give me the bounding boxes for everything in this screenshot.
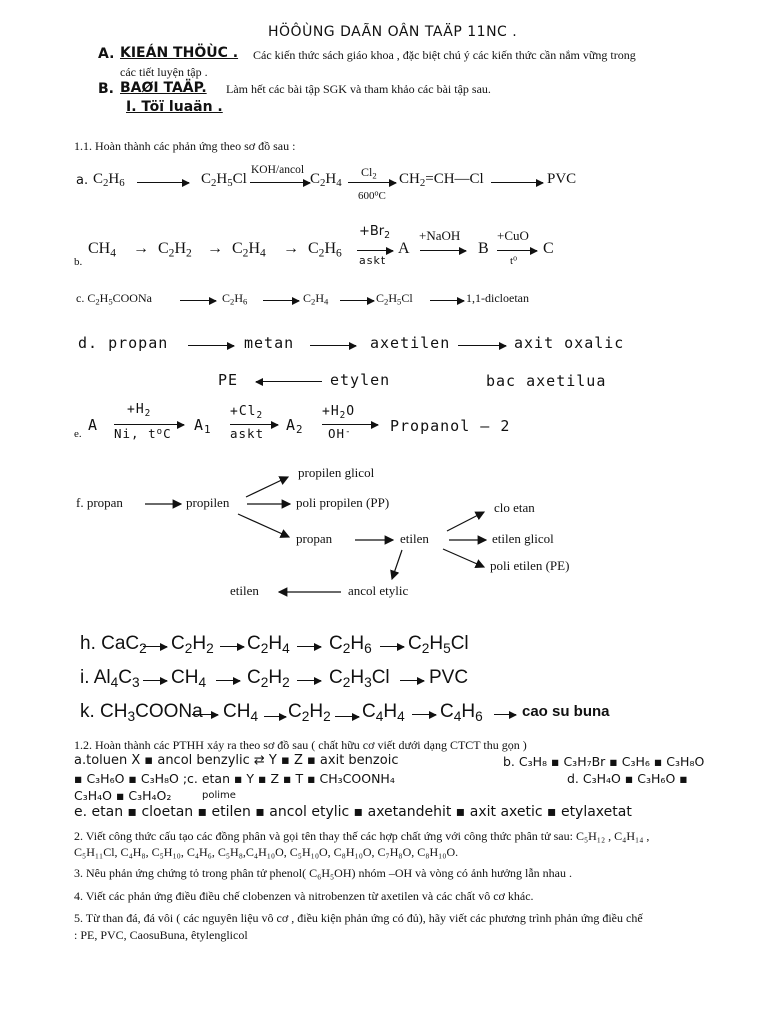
condition-askt: askt bbox=[230, 426, 265, 441]
condition-naoh: +NaOH bbox=[419, 228, 461, 243]
compound-metan: metan bbox=[244, 334, 295, 352]
question-4: 4. Viết các phản ứng điều điều chế clobenzen và nitrobenzen từ axetilen và các chất vô cơ khác. bbox=[74, 889, 534, 903]
formula-c4h4: $C_4H_4$ bbox=[362, 701, 405, 725]
question-2: 2. Viết công thức cấu tạo các đồng phân và gọi tên thay thế các hợp chất ứng với công thức phân tử sau: C₅H₁₂ , C₄H₁₄ , bbox=[74, 829, 650, 843]
compound-a: A bbox=[398, 240, 410, 257]
formula-ch3coona: k. $CH_3COONa$ bbox=[80, 701, 203, 725]
product-bac-axetilua: bac axetilua bbox=[486, 372, 607, 390]
arrow bbox=[143, 646, 167, 647]
arrow bbox=[412, 714, 436, 715]
arrow bbox=[443, 549, 484, 567]
compound-propan: propan bbox=[296, 531, 333, 546]
arrow bbox=[143, 680, 167, 681]
compound-a: A bbox=[88, 416, 99, 434]
compound-a2: $A_2$ bbox=[286, 416, 304, 437]
arrow bbox=[380, 646, 404, 647]
page-title: HÖÔÙNG DAÃN OÂN TAÄP 11NC . bbox=[268, 24, 518, 40]
formula-c2h2: $C_2H_2$ bbox=[288, 701, 331, 725]
question-5-cont: : PE, PVC, CaosuBuna, êtylenglicol bbox=[74, 928, 248, 942]
product-propanol-2: Propanol – 2 bbox=[390, 417, 511, 435]
formula-c2h5cl: $C_2H_5Cl$ bbox=[201, 171, 247, 190]
formula-c2h4: $C_2H_4$ bbox=[310, 171, 342, 190]
condition-heat: $t^o$ bbox=[510, 253, 518, 267]
condition-h2: $+H_2$ bbox=[127, 402, 152, 419]
reactant-propan: d. propan bbox=[78, 334, 169, 352]
compound-b: B bbox=[478, 240, 489, 257]
exercise-1-2-line3: C₃H₄O ▪ C₃H₄O₂ bbox=[74, 788, 172, 803]
condition-cl2: $Cl_2$ bbox=[361, 165, 377, 181]
compound-etylen: etylen bbox=[330, 371, 391, 389]
product-pe: PE bbox=[218, 371, 239, 389]
condition-h2o: $+H_2O$ bbox=[322, 404, 356, 421]
formula-c2h6: $C_2H_6$ bbox=[93, 171, 125, 190]
arrow bbox=[246, 477, 288, 497]
product-pp: poli propilen (PP) bbox=[296, 495, 390, 510]
compound-a1: $A_1$ bbox=[194, 416, 212, 437]
formula-c2h4: $C_2H_4$ bbox=[232, 240, 266, 260]
arrow bbox=[494, 714, 516, 715]
arrow bbox=[264, 716, 286, 717]
formula-c2h3cl: $C_2H_3Cl$ bbox=[329, 667, 390, 691]
arrow bbox=[238, 514, 289, 537]
arrow bbox=[392, 550, 402, 579]
product-propilen-glicol: propilen glicol bbox=[298, 465, 375, 480]
formula-c2h6: $C_2H_6$ bbox=[222, 291, 248, 307]
condition-askt: askt bbox=[359, 254, 387, 267]
arrow bbox=[220, 646, 244, 647]
arrow-glyph: → bbox=[283, 240, 299, 257]
product-clo-etan: clo etan bbox=[494, 500, 535, 515]
arrow bbox=[216, 680, 240, 681]
arrow bbox=[192, 714, 218, 715]
exercise-1-2-intro: 1.2. Hoàn thành các PTHH xảy ra theo sơ đồ sau ( chất hữu cơ viết dưới dạng CTCT thu gọn ) bbox=[74, 738, 527, 752]
compound-ancol-etylic: ancol etylic bbox=[348, 583, 409, 598]
product-etilen-glicol: etilen glicol bbox=[492, 531, 554, 546]
arrow bbox=[447, 512, 484, 531]
formula-al4c3: i. $Al_4C_3$ bbox=[80, 667, 140, 691]
formula-c2h6: $C_2H_6$ bbox=[329, 633, 372, 657]
exercise-1-2-line2: ▪ C₃H₆O ▪ C₃H₈O ;c. etan ▪ Y ▪ Z ▪ T ▪ CH₃COONH₄ bbox=[74, 771, 395, 786]
condition-600c: 600$^o$C bbox=[358, 188, 386, 202]
formula-c2h2: $C_2H_2$ bbox=[158, 240, 192, 260]
formula-c2h5cl: $C_2H_5Cl$ bbox=[376, 291, 413, 307]
condition-cl2: $+Cl_2$ bbox=[230, 404, 264, 421]
question-5: 5. Từ than đá, đá vôi ( các nguyên liệu vô cơ , điều kiện phản ứng có đủ), hãy viết các phương trình phản ứng điều chế bbox=[74, 911, 643, 925]
section-a-label: A. bbox=[98, 46, 115, 62]
question-2-cont: C₅H₁₁Cl, C₄H₈, C₅H₁₀, C₄H₆, C₅H₈,C₄H₁₀O, C₅H₁₀O, C₈H₁₀O, C₇H₈O, C₈H₁₀O. bbox=[74, 845, 459, 859]
condition-oh: OH- bbox=[328, 426, 352, 441]
section-a-heading: KIEÁN THÖÙC . bbox=[120, 45, 239, 61]
exercise-1-2-e: e. etan ▪ cloetan ▪ etilen ▪ ancol etylic ▪ axetandehit ▪ axit axetic ▪ etylaxetat bbox=[74, 804, 632, 820]
formula-c2h2: $C_2H_2$ bbox=[171, 633, 214, 657]
compound-c: C bbox=[543, 240, 554, 257]
exercise-1-2-polime: polime bbox=[202, 790, 236, 801]
section-a-text: Các kiến thức sách giáo khoa , đặc biệt chú ý các kiến thức cần nắm vững trong bbox=[253, 48, 636, 62]
arrow bbox=[297, 646, 321, 647]
arrow bbox=[335, 716, 359, 717]
product-dicloetan: 1,1-dicloetan bbox=[466, 291, 529, 305]
section-i-heading: I. Töï luaän . bbox=[126, 99, 223, 115]
compound-propilen: propilen bbox=[186, 495, 230, 510]
formula-vinyl-chloride: $CH_2=CH—Cl$ bbox=[399, 171, 484, 190]
formula-c2h4: $C_2H_4$ bbox=[247, 633, 290, 657]
condition-ni: Ni, $t^oC$ bbox=[114, 426, 172, 441]
reaction-a-label: a. bbox=[76, 173, 89, 188]
product-cao-su-buna: cao su buna bbox=[522, 703, 610, 720]
compound-axetilen: axetilen bbox=[370, 334, 451, 352]
condition-br2: $+Br_2$ bbox=[359, 224, 391, 241]
reaction-e-label: e. bbox=[74, 428, 82, 440]
product-pe: poli etilen (PE) bbox=[490, 558, 570, 573]
formula-c2h5coona: c. $C_2H_5COONa$ bbox=[76, 291, 152, 307]
formula-ch4: $CH_4$ bbox=[223, 701, 259, 725]
formula-c2h6: $C_2H_6$ bbox=[308, 240, 342, 260]
section-b-label: B. bbox=[98, 81, 114, 97]
condition-cuo: +CuO bbox=[497, 228, 529, 243]
arrow-glyph: → bbox=[133, 240, 149, 257]
product-etilen: etilen bbox=[230, 583, 259, 598]
product-pvc: PVC bbox=[547, 171, 577, 187]
formula-c2h4: $C_2H_4$ bbox=[303, 291, 329, 307]
compound-etilen: etilen bbox=[400, 531, 429, 546]
formula-ch4: $CH_4$ bbox=[88, 240, 116, 260]
arrow-glyph: → bbox=[207, 240, 223, 257]
reaction-b-label: b. bbox=[74, 256, 83, 268]
exercise-1-2-d: d. C₃H₄O ▪ C₃H₆O ▪ bbox=[567, 771, 688, 786]
product-pvc: PVC bbox=[429, 667, 469, 688]
exercise-1-1-intro: 1.1. Hoàn thành các phản ứng theo sơ đồ sau : bbox=[74, 139, 296, 153]
formula-c2h5cl: $C_2H_5Cl$ bbox=[408, 633, 469, 657]
arrow bbox=[400, 680, 424, 681]
exercise-1-2-a: a.toluen X ▪ ancol benzylic ⇄ Y ▪ Z ▪ axit benzoic bbox=[74, 753, 399, 768]
section-b-text: Làm hết các bài tập SGK và tham khảo các bài tập sau. bbox=[226, 82, 491, 96]
section-b-heading: BAØI TAÄP. bbox=[120, 80, 207, 96]
formula-c2h2: $C_2H_2$ bbox=[247, 667, 290, 691]
formula-cac2: h. CaC$_2$ bbox=[80, 633, 147, 657]
exercise-1-2-b: b. C₃H₈ ▪ C₃H₇Br ▪ C₃H₆ ▪ C₃H₈O bbox=[503, 754, 705, 769]
formula-ch4: $CH_4$ bbox=[171, 667, 207, 691]
formula-c4h6: $C_4H_6$ bbox=[440, 701, 483, 725]
reactant-propan: f. propan bbox=[76, 495, 123, 510]
product-axit-oxalic: axit oxalic bbox=[514, 334, 625, 352]
section-a-text-cont: các tiết luyện tập . bbox=[120, 65, 208, 79]
condition-koh-ancol: KOH/ancol bbox=[251, 164, 305, 176]
arrow bbox=[297, 680, 321, 681]
question-3: 3. Nêu phản ứng chứng tỏ trong phân tử phenol( C₆H₅OH) nhóm –OH và vòng có ảnh hưởng lẫn nhau . bbox=[74, 866, 572, 880]
